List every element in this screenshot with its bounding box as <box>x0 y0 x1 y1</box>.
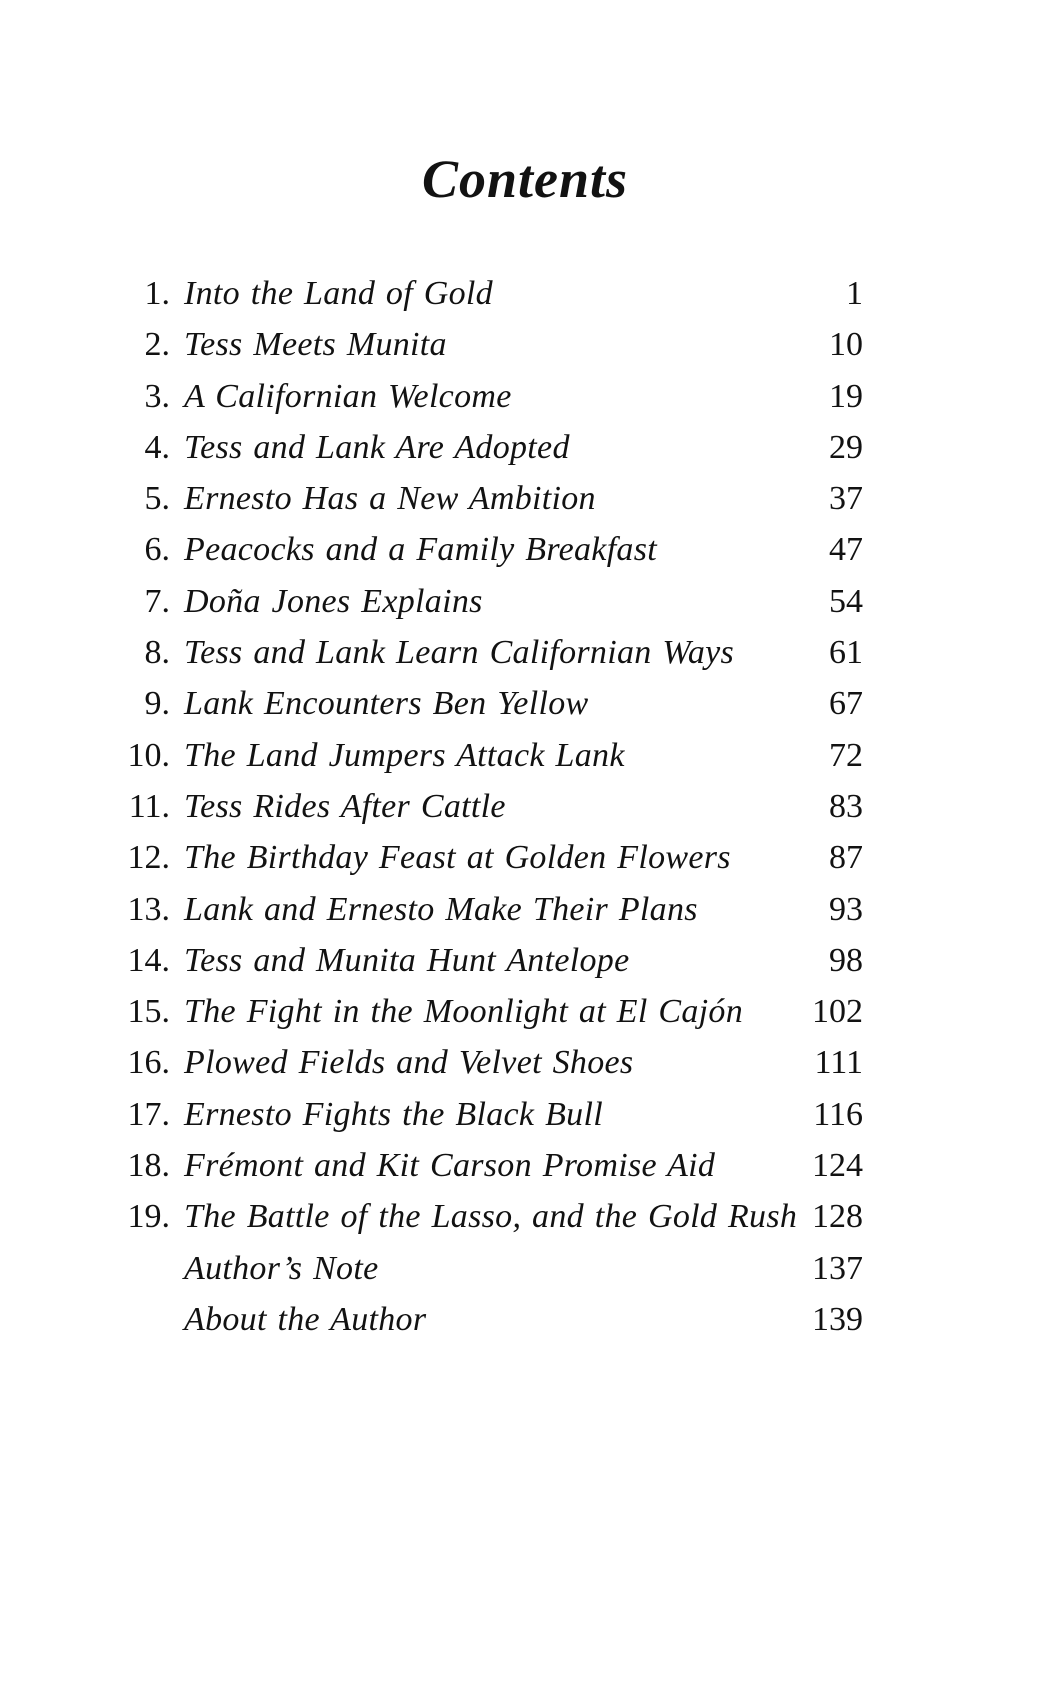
page-number: 61 <box>829 634 863 672</box>
toc-entry <box>118 371 863 422</box>
page-number: 29 <box>829 428 863 466</box>
chapter-title: The Battle of the Lasso, and the Gold Rush <box>184 1198 798 1236</box>
chapter-title: The Land Jumpers Attack Lank <box>184 736 625 774</box>
page-number: 116 <box>813 1095 863 1133</box>
page-number: 37 <box>829 480 863 518</box>
toc-entry <box>118 1089 863 1140</box>
toc-entry <box>118 1294 863 1345</box>
toc-entry <box>118 986 863 1037</box>
toc-entry <box>118 319 863 370</box>
page-number: 139 <box>812 1300 863 1338</box>
toc-entry <box>118 268 863 319</box>
page-number: 47 <box>829 531 863 569</box>
chapter-number: 16. <box>127 1044 170 1082</box>
chapter-title: Lank and Ernesto Make Their Plans <box>184 890 698 928</box>
chapter-title: Frémont and Kit Carson Promise Aid <box>184 1147 716 1185</box>
chapter-number: 1. <box>144 275 170 312</box>
page-number: 124 <box>812 1147 863 1185</box>
toc-entry <box>118 1191 863 1242</box>
chapter-title: Ernesto Has a New Ambition <box>184 480 596 518</box>
page-number: 137 <box>812 1249 863 1287</box>
chapter-number: 4. <box>144 428 170 466</box>
chapter-number: 2. <box>144 326 170 364</box>
chapter-number: 8. <box>144 634 170 672</box>
page-title: Contents <box>421 149 629 209</box>
toc-entry <box>118 935 863 986</box>
page-number: 72 <box>829 736 863 774</box>
chapter-number: 14. <box>127 941 170 979</box>
page-number: 93 <box>829 890 863 928</box>
toc-entry <box>118 884 863 935</box>
page-number: 67 <box>829 685 863 723</box>
page-number: 83 <box>829 787 863 825</box>
page-number: 98 <box>829 941 863 979</box>
toc-entry <box>118 1037 863 1088</box>
chapter-title: Tess Meets Munita <box>184 326 447 364</box>
chapter-title: Doña Jones Explains <box>184 582 483 620</box>
page-number: 102 <box>812 993 863 1031</box>
toc-entry <box>118 627 863 678</box>
chapter-number: 19. <box>127 1198 170 1236</box>
chapter-number: 18. <box>127 1147 170 1185</box>
chapter-title: Ernesto Fights the Black Bull <box>184 1095 603 1133</box>
chapter-title: The Birthday Feast at Golden Flowers <box>184 839 731 877</box>
toc-entry <box>118 576 863 627</box>
toc-entry <box>118 730 863 781</box>
chapter-title: Tess and Munita Hunt Antelope <box>184 941 630 979</box>
chapter-title: About the Author <box>184 1300 427 1338</box>
chapter-number: 15. <box>127 993 170 1031</box>
chapter-title: A Californian Welcome <box>184 377 512 415</box>
chapter-title: Tess Rides After Cattle <box>184 787 506 825</box>
chapter-title: The Fight in the Moonlight at El Cajón <box>184 993 743 1031</box>
chapter-number: 9. <box>144 685 170 723</box>
chapter-title: Plowed Fields and Velvet Shoes <box>184 1044 634 1082</box>
page-number: 54 <box>829 582 863 620</box>
chapter-number: 10. <box>127 736 170 774</box>
chapter-number: 12. <box>127 839 170 877</box>
page-number: 10 <box>829 326 863 364</box>
toc-entry <box>118 832 863 883</box>
chapter-number: 7. <box>144 582 170 620</box>
chapter-title: Lank Encounters Ben Yellow <box>184 685 589 723</box>
chapter-number: 5. <box>144 480 170 518</box>
page-number: 111 <box>814 1044 863 1082</box>
chapter-title: Into the Land of Gold <box>184 275 493 312</box>
chapter-title: Tess and Lank Learn Californian Ways <box>184 634 735 672</box>
toc-entry <box>118 781 863 832</box>
toc-entry <box>118 422 863 473</box>
page-number: 128 <box>812 1198 863 1236</box>
toc-entry <box>118 678 863 729</box>
chapter-number: 3. <box>144 377 170 415</box>
chapter-title: Peacocks and a Family Breakfast <box>184 531 658 569</box>
toc-entry <box>118 1140 863 1191</box>
chapter-number: 13. <box>127 890 170 928</box>
page-number: 19 <box>829 377 863 415</box>
chapter-number: 6. <box>144 531 170 569</box>
chapter-title: Tess and Lank Are Adopted <box>184 428 570 466</box>
page-number: 87 <box>829 839 863 877</box>
toc-entry <box>118 1243 863 1294</box>
toc-list <box>118 268 863 1345</box>
chapter-number: 17. <box>127 1095 170 1133</box>
toc-entry <box>118 524 863 575</box>
chapter-title: Author’s Note <box>184 1249 379 1287</box>
chapter-number: 11. <box>128 787 170 825</box>
page-number: 1 <box>846 275 863 312</box>
toc-entry <box>118 473 863 524</box>
